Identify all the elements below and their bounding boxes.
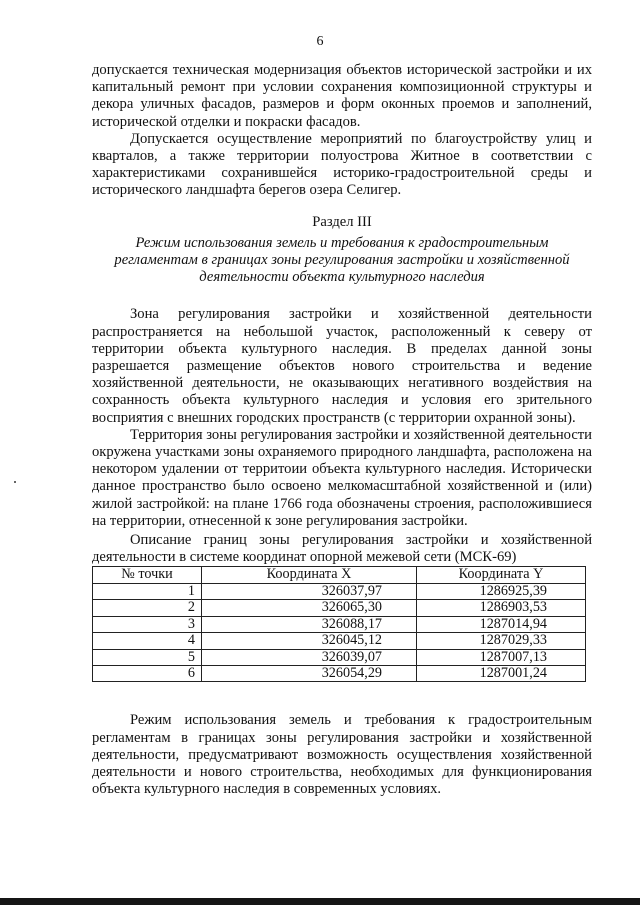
header-coordinate-y: Координата Y	[417, 567, 586, 583]
table-row	[93, 616, 586, 632]
cell-x: 326088,17	[202, 616, 417, 632]
cell-point: 6	[93, 665, 202, 681]
cell-point: 3	[93, 616, 202, 632]
table-row	[93, 649, 586, 665]
table-row	[93, 600, 586, 616]
cell-point: 2	[93, 600, 202, 616]
cell-y: 1286925,39	[417, 583, 586, 599]
cell-y: 1286903,53	[417, 600, 586, 616]
paragraph-modernization: допускается техническая модернизация объектов исторической застройки и их капитальный ремонт при условии сохранения композиционной структуры и декора уличных фасадов, размеров и форм оконных проемов и заполнений, исторической отделки и покраски фасадов.	[92, 62, 592, 130]
section-subtitle: Режим использования земель и требования к градостроительным регламентам в границах зоны регулирования застройки и хозяйственной деятельности объекта культурного наследия	[114, 234, 570, 286]
cell-x: 326039,07	[202, 649, 417, 665]
cell-y: 1287007,13	[417, 649, 586, 665]
paragraph-improvement: Допускается осуществление мероприятий по благоустройству улиц и кварталов, а также территории полуострова Житное в соответствии с характеристиками сохранившейся историко-градостроительной среды и исторического ландшафта берегов озера Селигер.	[92, 130, 592, 199]
section-title: Раздел III	[312, 213, 372, 230]
cell-x: 326065,30	[202, 600, 417, 616]
cell-y: 1287001,24	[417, 665, 586, 681]
scan-speck	[14, 481, 16, 483]
cell-x: 326037,97	[202, 583, 417, 599]
paragraph-zone-description: Зона регулирования застройки и хозяйственной деятельности распространяется на небольшой участок, расположенный к северу от территории объекта культурного наследия. В пределах данной зоны разрешается размещение объектов нового строительства и ведение хозяйственной деятельности, не оказывающих негативного воздействия на сохранность объекта культурного наследия и условия его зрительного восприятия с внешних городских пространств (с территории охранной зоны).	[92, 306, 592, 426]
table-header-row	[93, 567, 586, 583]
header-coordinate-x: Координата X	[202, 567, 417, 583]
cell-y: 1287029,33	[417, 633, 586, 649]
header-point-number: № точки	[93, 567, 202, 583]
cell-point: 5	[93, 649, 202, 665]
coordinates-table	[92, 566, 586, 682]
cell-x: 326054,29	[202, 665, 417, 681]
paragraph-table-caption: Описание границ зоны регулирования застройки и хозяйственной деятельности в системе координат опорной межевой сети (МСК-69)	[92, 532, 592, 566]
paragraph-regime-conclusion: Режим использования земель и требования к градостроительным регламентам в границах зоны регулирования застройки и хозяйственной деятельности, предусматривают возможность осуществления хозяйственной деятельности и нового строительства, необходимых для функционирования объекта культурного наследия в современных условиях.	[92, 712, 592, 798]
cell-point: 4	[93, 633, 202, 649]
document-body	[92, 62, 592, 798]
paragraph-zone-territory: Территория зоны регулирования застройки и хозяйственной деятельности окружена участками зоны охраняемого природного ландшафта, расположена на некотором удалении от территоии объекта культурного наследия. Исторически данное пространство было освоено мелкомасштабной хозяйственной и (или) жилой застройкой: на плане 1766 года обозначены строения, расположившиеся на территории, отнесенной к зоне регулирования застройки.	[92, 426, 592, 529]
table-row	[93, 633, 586, 649]
table-row	[93, 665, 586, 681]
cell-y: 1287014,94	[417, 616, 586, 632]
page-number: 6	[316, 34, 324, 49]
cell-x: 326045,12	[202, 633, 417, 649]
cell-point: 1	[93, 583, 202, 599]
table-row	[93, 583, 586, 599]
scan-bottom-edge	[0, 898, 640, 905]
